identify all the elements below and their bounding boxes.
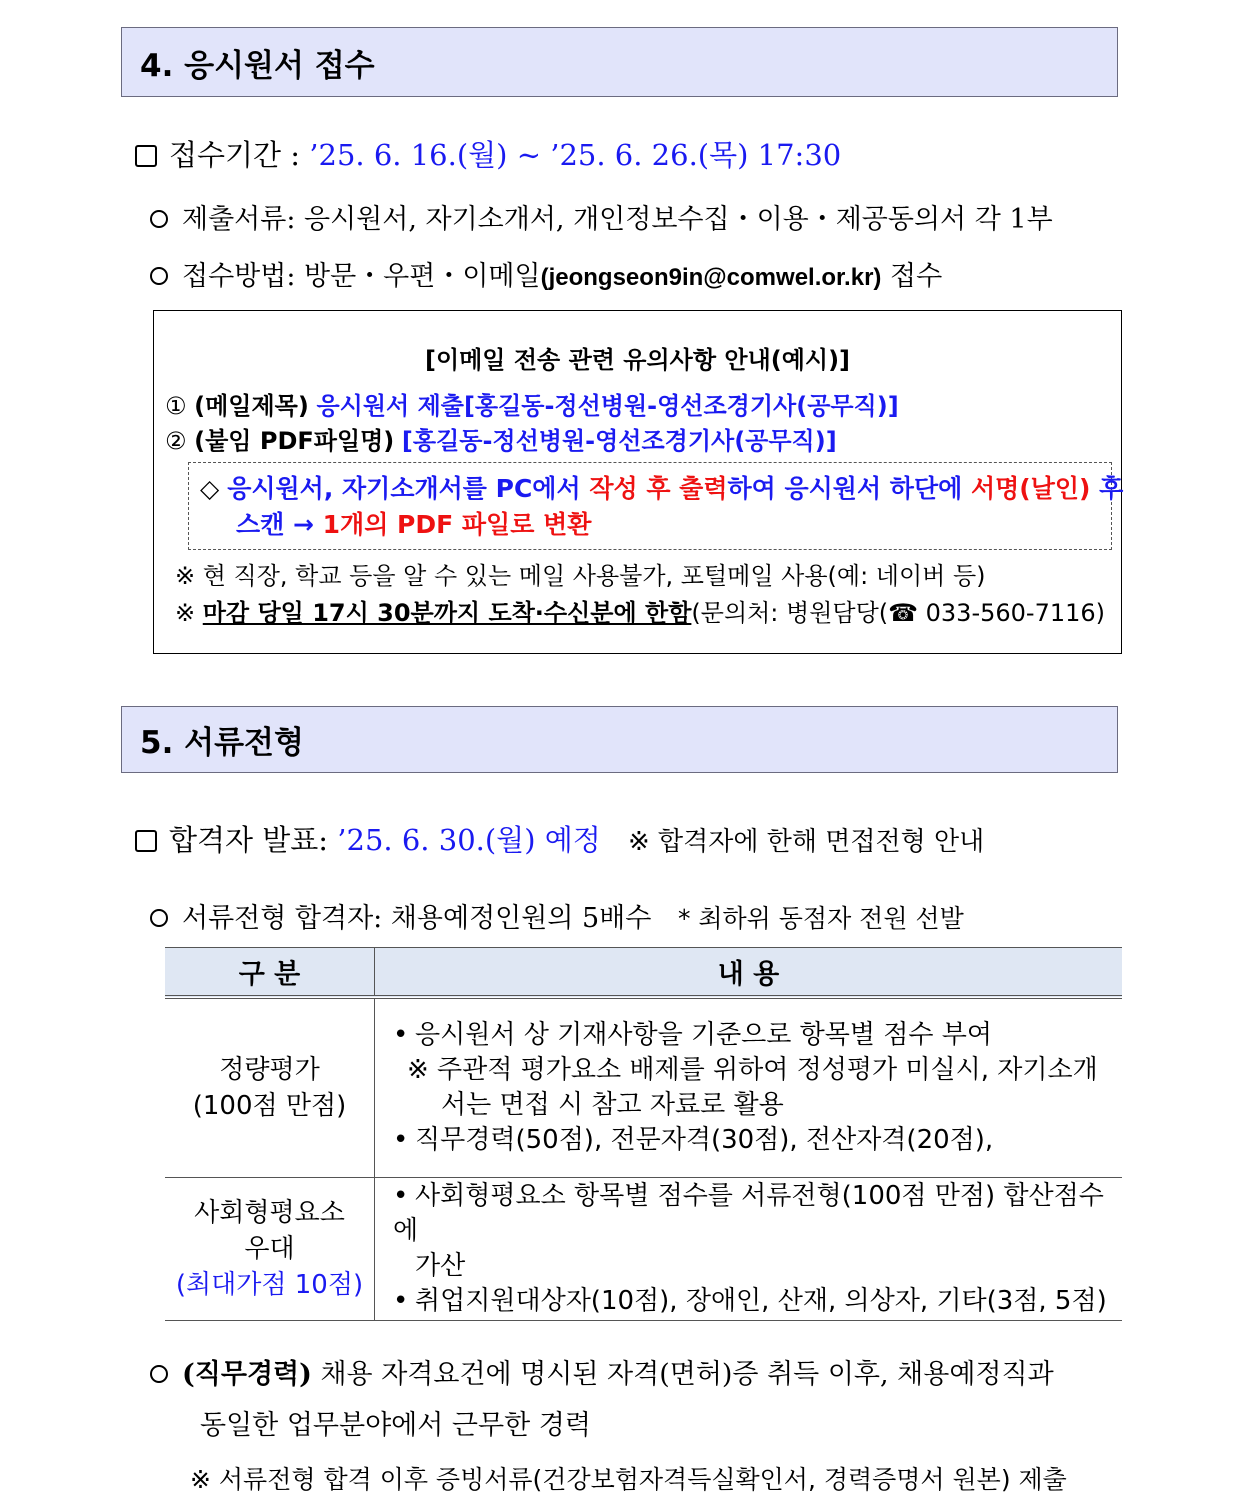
circle-bullet-icon xyxy=(150,1365,168,1383)
row-content: • 응시원서 상 기재사항을 기준으로 항목별 점수 부여 ※ 주관적 평가요소 배제를 위하여 정성평가 미실시, 자기소개 서는 면접 시 참고 자료로 활용 • 직무경력(50점), 전문자격(30점), 전산자격(20점), xyxy=(375,997,1123,1177)
notice-item-1: ① (메일제목) 응시원서 제출[홍길동-정선병원-영선조경기사(공무직)] xyxy=(165,392,899,420)
announce-note: ※ 합격자에 한해 면접전형 안내 xyxy=(627,827,985,857)
submit-method-line: 접수방법: 방문・우편・이메일(jeongseon9in@comwel.or.kr) 접수 xyxy=(150,254,942,293)
period-label: 접수기간 xyxy=(169,138,282,172)
announce-line: 합격자 발표: ’25. 6. 30.(월) 예정 ※ 합격자에 한해 면접전형 안내 xyxy=(135,818,984,859)
row-category: 정량평가 (100점 만점) xyxy=(165,997,375,1177)
career-line-1: (직무경력) 채용 자격요건에 명시된 자격(면허)증 취득 이후, 채용예정직과 xyxy=(150,1352,1054,1391)
email-address: (jeongseon9in@comwel.or.kr) xyxy=(540,264,882,291)
career-line-2: 동일한 업무분야에서 근무한 경력 xyxy=(200,1410,591,1441)
pdf-tip-line-2: 스캔 → 1개의 PDF 파일로 변환 xyxy=(236,510,592,539)
pass-note: * 최하위 동점자 전원 선발 xyxy=(677,904,964,933)
table-row xyxy=(165,997,1122,1177)
section-5-header xyxy=(121,706,1118,773)
contact-text: (문의처: 병원담당(☎ 033-560-7116) xyxy=(691,599,1106,627)
checkbox-square-icon xyxy=(135,145,157,167)
announce-date: ’25. 6. 30.(월) 예정 xyxy=(337,823,601,857)
section-5-title: 5. 서류전형 xyxy=(140,725,304,761)
submit-docs-line xyxy=(150,197,1053,236)
evaluation-table xyxy=(165,947,1122,1321)
diamond-icon: ◇ xyxy=(200,474,220,503)
checkbox-square-icon xyxy=(135,830,157,852)
section-4-title: 4. 응시원서 접수 xyxy=(140,47,375,84)
header-content: 내 용 xyxy=(375,948,1123,998)
notice-title: [이메일 전송 관련 유의사항 안내(예시)] xyxy=(424,346,851,374)
table-row xyxy=(165,1177,1122,1320)
period-value: ’25. 6. 16.(월) ∼ ’25. 6. 26.(목) 17:30 xyxy=(309,138,842,172)
notice-item-2: ② (붙임 PDF파일명) [홍길동-정선병원-영선조경기사(공무직)] xyxy=(165,427,837,455)
notice-note-2: ※ 마감 당일 17시 30분까지 도착·수신분에 한함(문의처: 병원담당(☎ 033-560-7116) xyxy=(175,599,1106,627)
circle-bullet-icon xyxy=(150,267,168,285)
submit-docs-text: 제출서류: 응시원서, 자기소개서, 개인정보수집・이용・제공동의서 각 1부 xyxy=(182,204,1053,235)
career-note: ※ 서류전형 합격 이후 증빙서류(건강보험자격득실확인서, 경력증명서 원본) 제출 xyxy=(190,1465,1067,1494)
circle-bullet-icon xyxy=(150,210,168,228)
section-4-header xyxy=(121,27,1118,97)
pass-count-line: 서류전형 합격자: 채용예정인원의 5배수 * 최하위 동점자 전원 선발 xyxy=(150,896,964,935)
receipt-period-line: 접수기간 : ’25. 6. 16.(월) ∼ ’25. 6. 26.(목) 17:30 xyxy=(135,133,841,174)
notice-note-1: ※ 현 직장, 학교 등을 알 수 있는 메일 사용불가, 포털메일 사용(예: 네이버 등) xyxy=(175,562,986,590)
pdf-tip-line-1: ◇ 응시원서, 자기소개서를 PC에서 작성 후 출력하여 응시원서 하단에 서명(날인) 후 xyxy=(200,474,1124,503)
row-category: 사회형평요소 우대 (최대가점 10점) xyxy=(165,1177,375,1320)
table-header-row xyxy=(165,948,1122,998)
header-category: 구 분 xyxy=(165,948,375,998)
row-content: • 사회형평요소 항목별 점수를 서류전형(100점 만점) 합산점수에 가산 • 취업지원대상자(10점), 장애인, 산재, 의상자, 기타(3점, 5점) xyxy=(375,1177,1123,1320)
circle-bullet-icon xyxy=(150,909,168,927)
deadline-text: 마감 당일 17시 30분까지 도착·수신분에 한함 xyxy=(202,599,692,627)
